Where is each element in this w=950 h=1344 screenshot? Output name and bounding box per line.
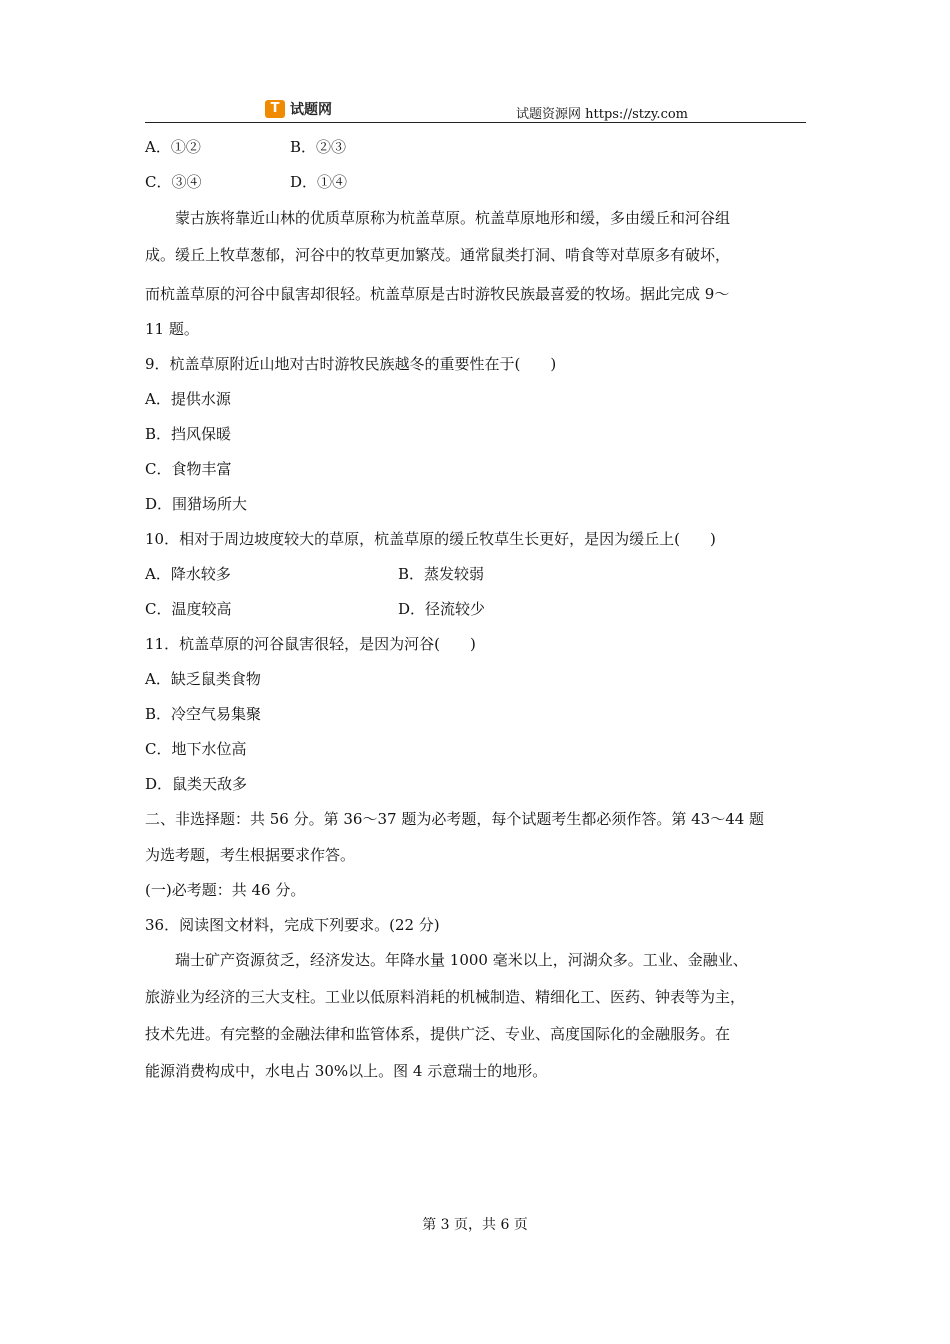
- q9-option-d: D．围猎场所大: [145, 495, 248, 513]
- q9-option-c: C．食物丰富: [145, 460, 232, 478]
- q10-row-2: [145, 599, 486, 619]
- q11-option-c: C．地下水位高: [145, 740, 247, 758]
- passage2-line: 瑞士矿产资源贫乏，经济发达。年降水量 1000 毫米以上，河湖众多。工业、金融业、: [175, 951, 748, 969]
- q11-option-b: B．冷空气易集聚: [145, 705, 262, 723]
- q10-option-b: B．蒸发较弱: [398, 565, 485, 583]
- passage2-line: 技术先进。有完整的金融法律和监管体系，提供广泛、专业、高度国际化的金融服务。在: [145, 1025, 731, 1043]
- q8-row-2: [145, 172, 348, 192]
- passage2-line: 能源消费构成中，水电占 30%以上。图 4 示意瑞士的地形。: [145, 1062, 548, 1080]
- logo-icon: T: [265, 100, 285, 118]
- q10-stem: 10．相对于周边坡度较大的草原，杭盖草原的缓丘牧草生长更好，是因为缓丘上( ): [145, 530, 716, 548]
- q10-row-1: [145, 564, 485, 584]
- q9-option-b: B．挡风保暖: [145, 425, 232, 443]
- site-logo: [265, 99, 332, 119]
- q8-option-d: D．①④: [290, 173, 348, 191]
- q11-stem: 11．杭盖草原的河谷鼠害很轻，是因为河谷( ): [145, 635, 476, 653]
- q9-option-a: A．提供水源: [145, 390, 231, 408]
- q11-option-d: D．鼠类天敌多: [145, 775, 248, 793]
- passage2-line: 旅游业为经济的三大支柱。工业以低原料消耗的机械制造、精细化工、医药、钟表等为主，: [145, 988, 746, 1006]
- logo-text: 试题网: [290, 102, 332, 118]
- section2-heading: 二、非选择题：共 56 分。第 36～37 题为必考题，每个试题考生都必须作答。第 43～44 题: [145, 810, 765, 828]
- passage1-line: 成。缓丘上牧草葱郁，河谷中的牧草更加繁茂。通常鼠类打洞、啃食等对草原多有破坏，: [145, 246, 731, 264]
- q10-option-a: A．降水较多: [145, 565, 231, 583]
- q10-option-c: C．温度较高: [145, 600, 232, 618]
- q36-stem: 36．阅读图文材料，完成下列要求。(22 分): [145, 916, 440, 934]
- section2-subheading: (一)必考题：共 46 分。: [145, 881, 306, 899]
- passage1-line: 11 题。: [145, 320, 199, 338]
- q8-row-1: [145, 137, 347, 157]
- q10-option-d: D．径流较少: [398, 600, 486, 618]
- q8-option-b: B．②③: [290, 138, 347, 156]
- q11-option-a: A．缺乏鼠类食物: [145, 670, 261, 688]
- site-label: 试题资源网 https://stzy.com: [515, 107, 688, 122]
- q8-option-c: C．③④: [145, 173, 202, 191]
- q8-option-a: A．①②: [145, 138, 201, 156]
- passage1-line: 而杭盖草原的河谷中鼠害却很轻。杭盖草原是古时游牧民族最喜爱的牧场。据此完成 9～: [145, 285, 730, 303]
- passage1-line: 蒙古族将靠近山林的优质草原称为杭盖草原。杭盖草原地形和缓，多由缓丘和河谷组: [175, 209, 731, 227]
- section2-heading-cont: 为选考题，考生根据要求作答。: [145, 846, 356, 864]
- q9-stem: 9．杭盖草原附近山地对古时游牧民族越冬的重要性在于( ): [145, 355, 557, 373]
- page-number: 第 3 页，共 6 页: [422, 1217, 528, 1233]
- page-header: [145, 98, 806, 123]
